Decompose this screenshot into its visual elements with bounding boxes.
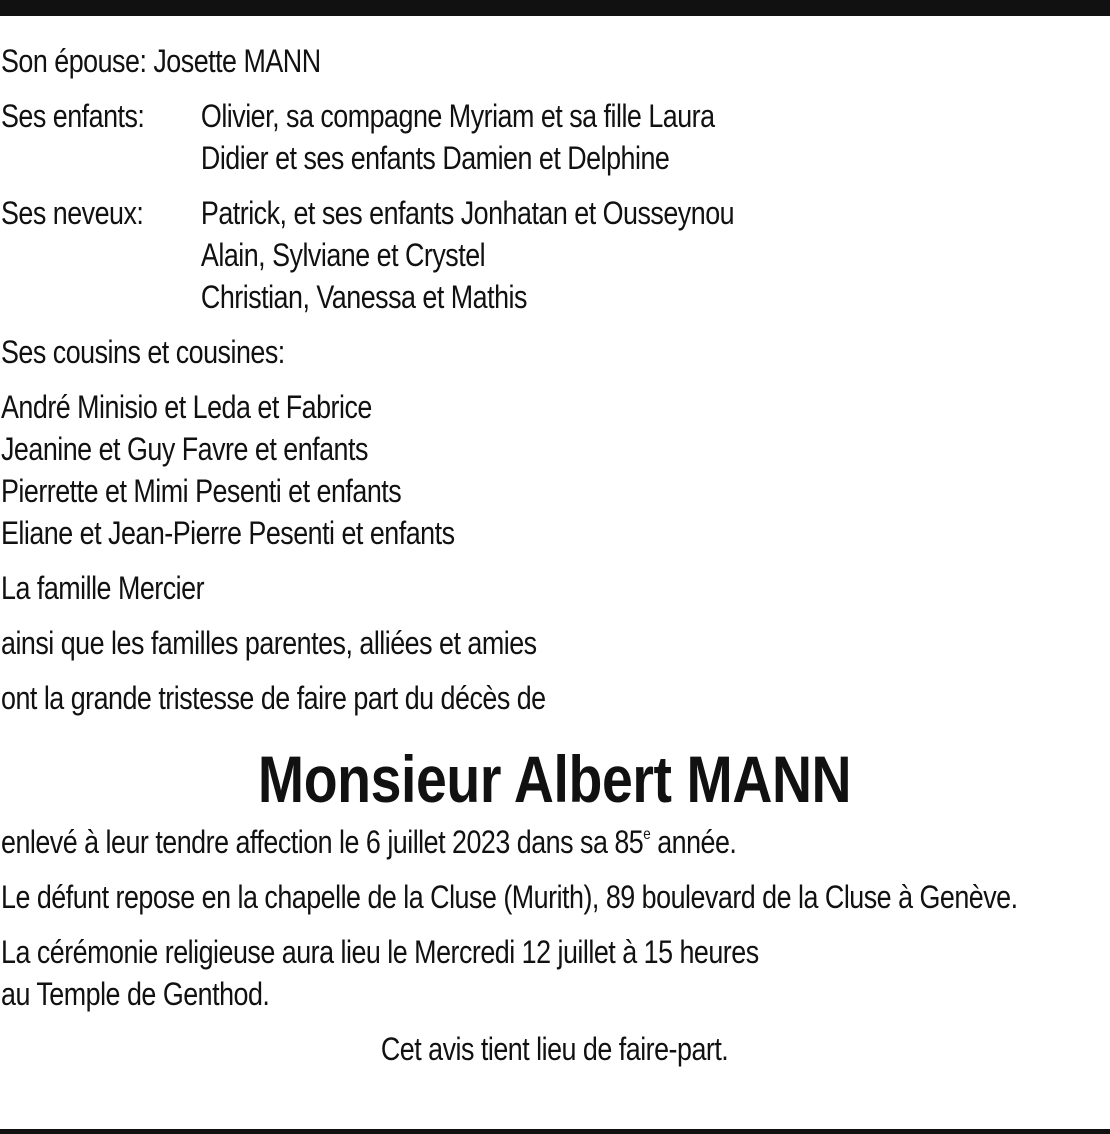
- ceremony-paragraph: [1, 931, 1108, 1015]
- nephews-section: [1, 192, 1108, 318]
- children-section: [1, 95, 1108, 179]
- cousin-line: Pierrette et Mimi Pesenti et enfants: [1, 473, 402, 509]
- cousin-line: Eliane et Jean-Pierre Pesenti et enfants: [1, 515, 455, 551]
- cousins-heading: Ses cousins et cousines:: [1, 334, 285, 370]
- closing-note: Cet avis tient lieu de faire-part.: [380, 1031, 729, 1067]
- nephews-line: Alain, Sylviane et Crystel: [200, 237, 486, 273]
- cousin-line: Jeanine et Guy Favre et enfants: [1, 431, 368, 467]
- nephews-list: [201, 192, 734, 318]
- death-date-line: [1, 821, 1108, 863]
- obituary-notice: [1, 40, 1108, 1070]
- children-label: Ses enfants:: [1, 98, 145, 134]
- rest-location-paragraph: Le défunt repose en la chapelle de la Cluse (Murith), 89 boulevard de la Cluse à Genève.: [1, 879, 1018, 915]
- deceased-name: Monsieur Albert MANN: [257, 742, 852, 816]
- cousins-list: [1, 386, 1108, 554]
- nephews-line: Patrick, et ses enfants Jonhatan et Ousseynou: [200, 195, 735, 231]
- ceremony-line: au Temple de Genthod.: [1, 976, 270, 1012]
- announcement-line: ont la grande tristesse de faire part du décès de: [1, 680, 546, 716]
- bottom-rule: [0, 1129, 1110, 1134]
- related-families-line: ainsi que les familles parentes, alliées et amies: [1, 625, 537, 661]
- death-line-tail: année.: [650, 824, 737, 860]
- children-line: Olivier, sa compagne Myriam et sa fille Laura: [200, 98, 715, 134]
- nephews-line: Christian, Vanessa et Mathis: [200, 279, 527, 315]
- spouse-line: Son épouse: Josette MANN: [1, 43, 321, 79]
- ceremony-line: La cérémonie religieuse aura lieu le Mercredi 12 juillet à 15 heures: [1, 934, 759, 970]
- death-line-text: enlevé à leur tendre affection le 6 juillet 2023 dans sa 85: [1, 824, 644, 860]
- nephews-label: Ses neveux:: [1, 195, 144, 231]
- children-list: [201, 95, 715, 179]
- children-line: Didier et ses enfants Damien et Delphine: [200, 140, 670, 176]
- family-mercier-line: La famille Mercier: [1, 570, 205, 606]
- top-rule: [0, 0, 1110, 16]
- ordinal-superscript: e: [643, 826, 651, 843]
- cousin-line: André Minisio et Leda et Fabrice: [1, 389, 372, 425]
